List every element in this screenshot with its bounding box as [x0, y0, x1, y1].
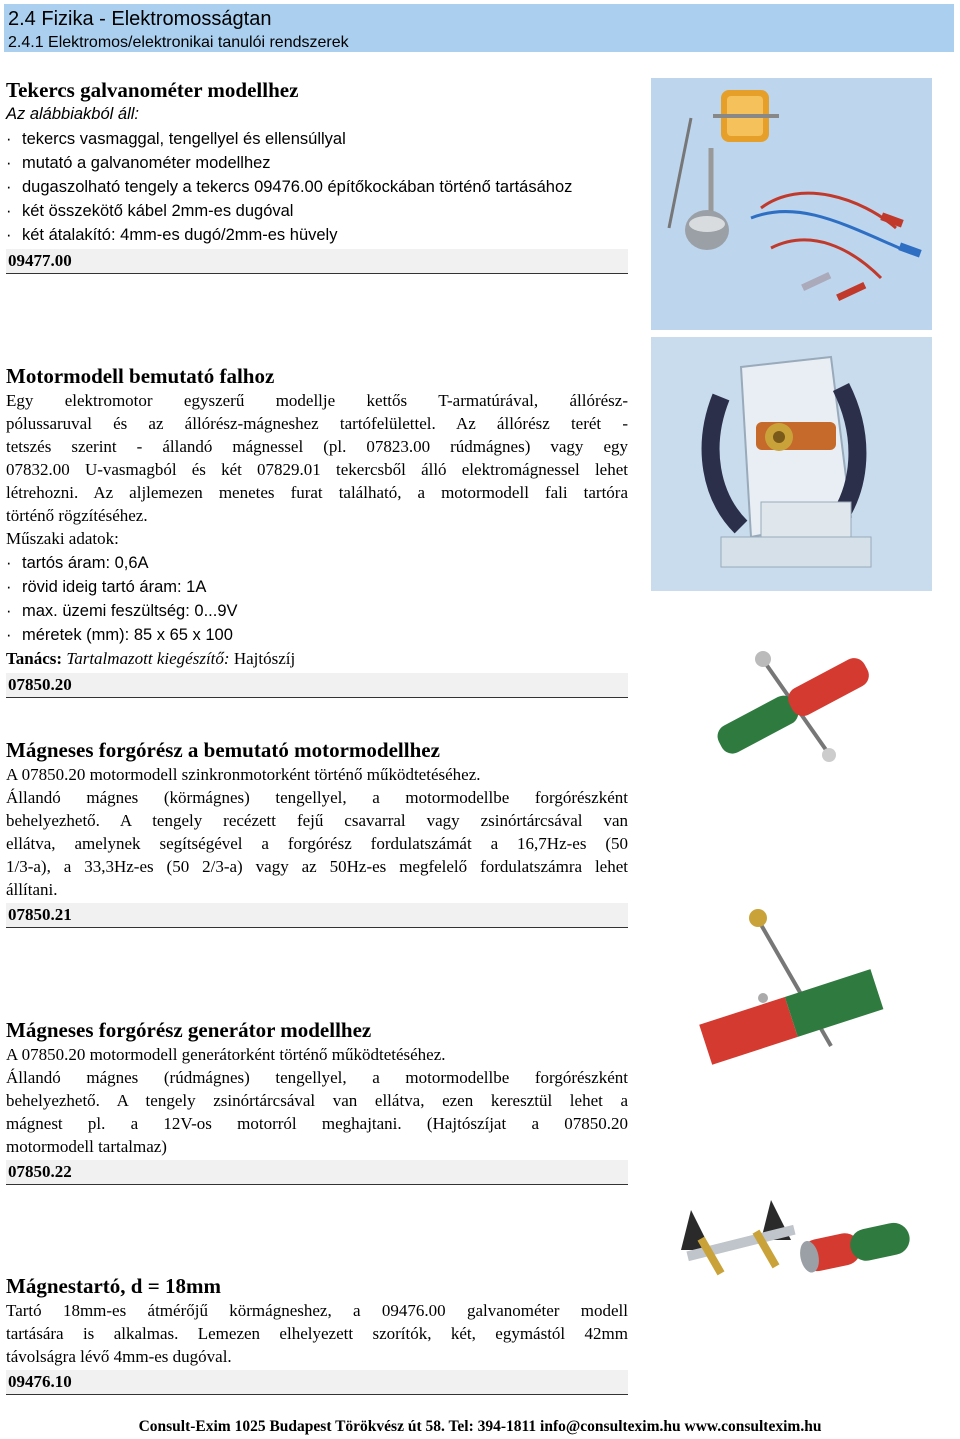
tip-value: Hajtószíj	[233, 648, 296, 668]
list-item: · rövid ideig tartó áram: 1A	[6, 575, 628, 599]
product-code: 09476.10	[6, 1370, 628, 1395]
product-photo-generator-rotor	[651, 896, 932, 1081]
product-title: Motormodell bemutató falhoz	[6, 364, 275, 388]
section-title: 2.4 Fizika - Elektromosságtan	[8, 8, 272, 30]
product-magnetic-rotor	[6, 738, 628, 928]
list-item: · két átalakító: 4mm-es dugó/2mm-es hüvely	[6, 223, 628, 247]
description-line: Állandó mágnes (rúdmágnes) tengellyel, a motormodellbe forgórészként	[6, 1068, 628, 1087]
product-magnet-holder	[6, 1274, 628, 1395]
section-header	[4, 4, 954, 52]
description-line: történő rögzítéséhez.	[6, 506, 148, 525]
list-item: · két összekötő kábel 2mm-es dugóval	[6, 199, 628, 223]
description-line: távolságra lévő 4mm-es dugóval.	[6, 1347, 232, 1366]
page-footer: Consult-Exim 1025 Budapest Törökvész út 58. Tel: 394-1811 info@consultexim.hu www.consultexim.hu	[138, 1418, 822, 1435]
description-line: Állandó mágnes (körmágnes) tengellyel, a motormodellbe forgórészként	[6, 788, 628, 807]
description-line: tartására is alkalmas. Lemezen elhelyezett szorítók, két, egymástól 42mm	[6, 1324, 628, 1343]
product-title: Mágneses forgórész generátor modellhez	[6, 1018, 372, 1042]
product-title: Tekercs galvanométer modellhez	[6, 78, 299, 102]
product-photo-motor-model	[651, 337, 932, 591]
description-line: létrehozni. Az aljlemezen menetes furat található, a motormodell fali tartóra	[6, 483, 628, 502]
description-line: pólussaruval és az állórész-mágneshez tartófelülettel. Az állórész terét -	[6, 414, 628, 433]
list-item: · tekercs vasmaggal, tengellyel és ellensúllyal	[6, 127, 628, 151]
description-line: Tartó 18mm-es átmérőjű körmágneshez, a 09476.00 galvanométer modell	[6, 1301, 628, 1320]
tip-line	[6, 647, 628, 671]
list-item: · tartós áram: 0,6A	[6, 551, 628, 575]
product-galvanometer-coil	[6, 78, 628, 274]
product-title: Mágneses forgórész a bemutató motormodellhez	[6, 738, 440, 762]
product-code: 07850.20	[6, 673, 628, 698]
description-line: behelyezhető. A tengely zsinórtárcsával van ellátva, ezen keresztül lehet a	[6, 1091, 628, 1110]
product-description	[6, 763, 628, 901]
list-item: · méretek (mm): 85 x 65 x 100	[6, 623, 628, 647]
subsection-title: 2.4.1 Elektromos/elektronikai tanulói rendszerek	[8, 34, 349, 51]
tip-italic: Tartalmazott kiegészítő:	[66, 648, 230, 668]
product-code: 09477.00	[6, 249, 628, 274]
product-generator-rotor	[6, 1018, 628, 1185]
list-item: · mutató a galvanométer modellhez	[6, 151, 628, 175]
description-line: behelyezhető. A tengely recézett fejű csavarral vagy zsinórtárcsával van	[6, 811, 628, 830]
product-description	[6, 389, 628, 527]
description-line: motormodell tartalmaz)	[6, 1137, 167, 1156]
description-line: mágnest pl. a 12V-os motorról meghajtani. (Hajtószíjat a 07850.20	[6, 1114, 628, 1133]
description-line: ellátva, amelynek segítségével a forgórész fordulatszámát a 16,7Hz-es (50	[6, 834, 628, 853]
description-line: A 07850.20 motormodell generátorként történő működtetéséhez.	[6, 1045, 446, 1064]
description-line: A 07850.20 motormodell szinkronmotorként történő működtetéséhez.	[6, 765, 481, 784]
product-code: 07850.21	[6, 903, 628, 928]
specs-label: Műszaki adatok:	[6, 529, 119, 548]
list-item: · max. üzemi feszültség: 0...9V	[6, 599, 628, 623]
product-description	[6, 1299, 628, 1368]
description-line: állítani.	[6, 880, 58, 899]
product-code: 07850.22	[6, 1160, 628, 1185]
product-photo-magnet-holder	[651, 1190, 932, 1310]
product-photo-magnetic-rotor	[651, 612, 932, 782]
product-title: Mágnestartó, d = 18mm	[6, 1274, 221, 1298]
product-intro: Az alábbiakból áll:	[6, 105, 139, 123]
description-line: 1/3-a), a 33,3Hz-es (50 2/3-a) vagy az 50Hz-es megfelelő fordulatszámra lehet	[6, 857, 628, 876]
description-line: 07832.00 U-vasmagból és két 07829.01 tekercsből álló elektromágnessel lehet	[6, 460, 628, 479]
tip-label: Tanács:	[6, 648, 63, 668]
product-description	[6, 1043, 628, 1158]
description-line: Egy elektromotor egyszerű modellje kettős T-armatúrával, állórész-	[6, 391, 628, 410]
product-motor-model	[6, 364, 628, 698]
product-photo-galvanometer	[651, 78, 932, 330]
description-line: tetszés szerint - állandó mágnessel (pl. 07823.00 rúdmágnes) vagy egy	[6, 437, 628, 456]
list-item: · dugaszolható tengely a tekercs 09476.00 építőkockában történő tartásához	[6, 175, 628, 199]
